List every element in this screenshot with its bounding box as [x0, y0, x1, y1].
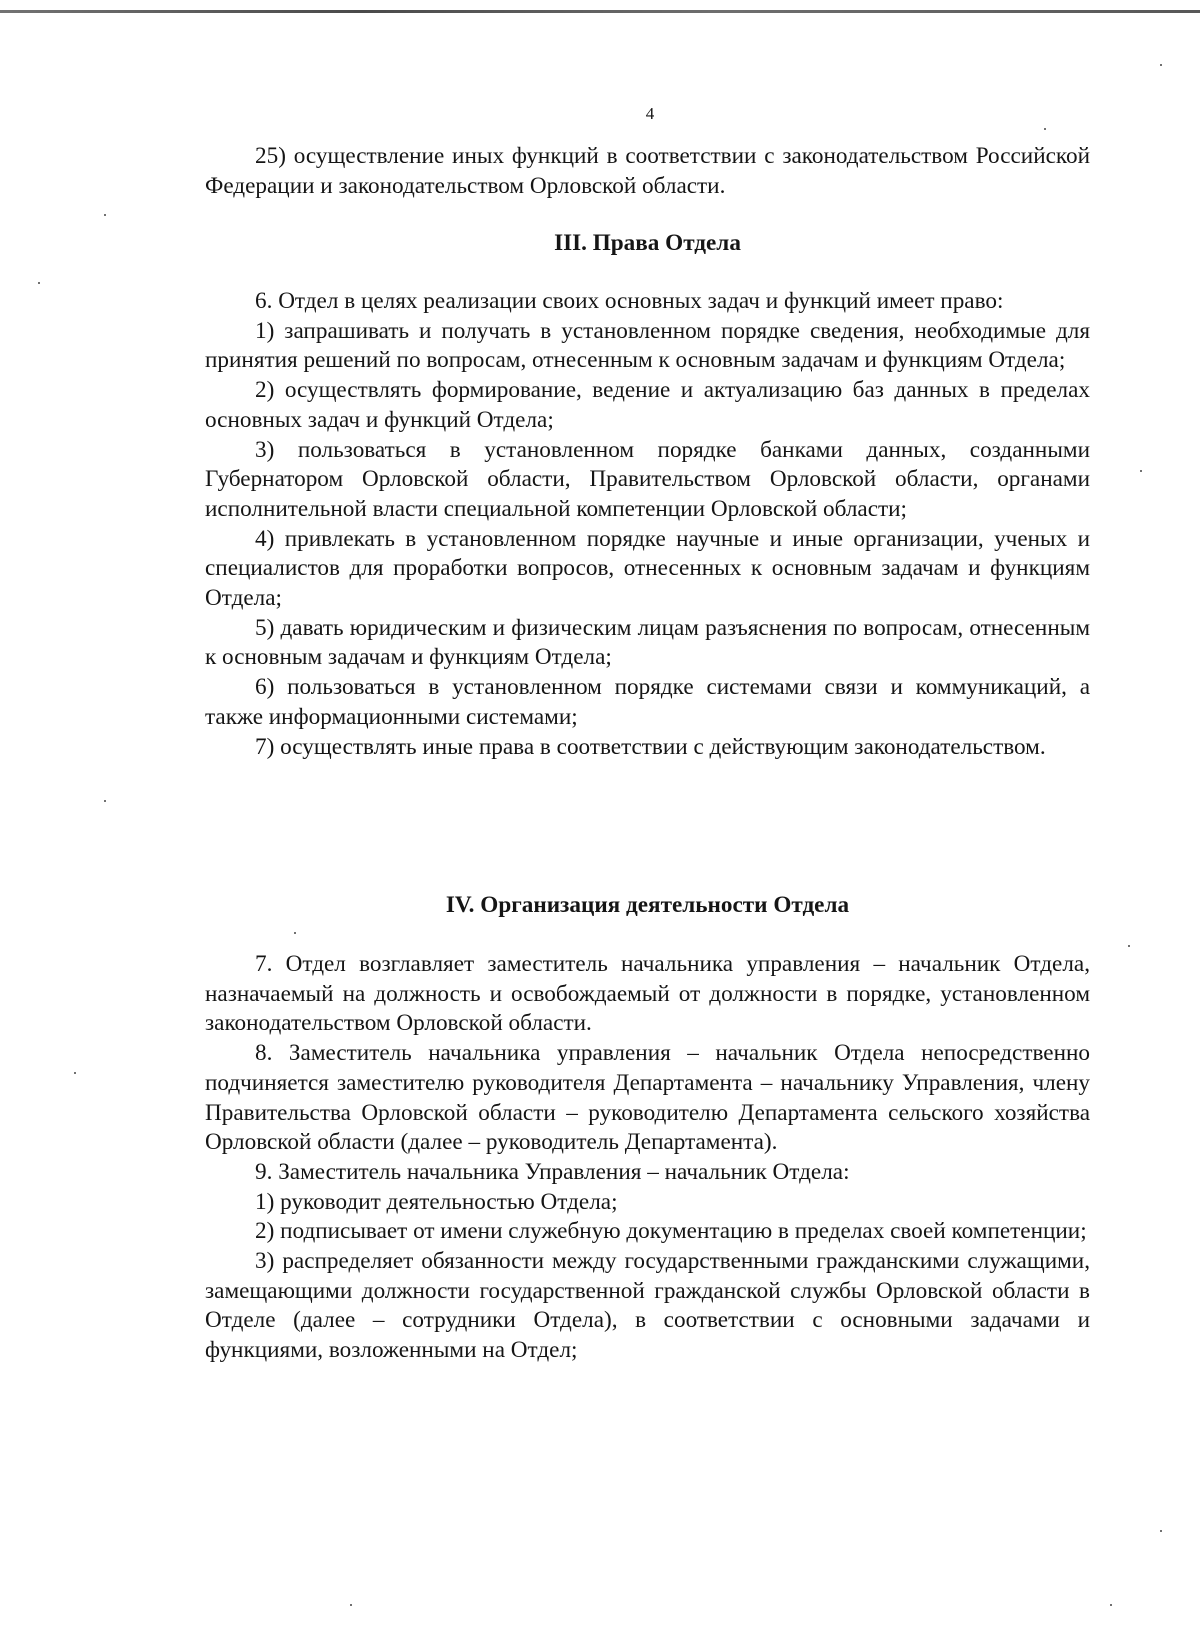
paragraph-9: 9. Заместитель начальника Управления – начальник Отдела:: [255, 1158, 850, 1185]
scan-speck: [104, 214, 106, 216]
section-4-heading: IV. Организация деятельности Отдела: [445, 892, 850, 918]
scan-speck: [1044, 128, 1046, 130]
intro-block: [205, 142, 1090, 201]
paragraph-6-7: 7) осуществлять иные права в соответствии с действующим законодательством.: [255, 733, 1046, 760]
section-3-heading: III. Права Отдела: [554, 230, 741, 256]
paragraph-7: 7. Отдел возглавляет заместитель начальника управления – начальник Отдела, назначаемый на должность и освобождаемый от должности в порядке, установленном законодательством Орловской области.: [205, 951, 1090, 1037]
scan-speck: [1110, 1604, 1112, 1606]
section-3-body: [205, 287, 1090, 762]
paragraph-6-6: 6) пользоваться в установленном порядке системами связи и коммуникаций, а также информационными системами;: [205, 674, 1090, 730]
paragraph-9-3: 3) распределяет обязанности между государственными гражданскими служащими, замещающими должности государственной гражданской службы Орловской области в Отделе (далее – сотрудники Отдела), в соответствии с основными задачами и функциями, возложенными на Отдел;: [205, 1248, 1090, 1364]
scan-speck: [1128, 945, 1130, 947]
paragraph-9-2: 2) подписывает от имени служебную документацию в пределах своей компетенции;: [255, 1218, 1087, 1245]
section-4-body: [205, 950, 1090, 1366]
paragraph-8: 8. Заместитель начальника управления – начальник Отдела непосредственно подчиняется заместителю руководителя Департамента – начальнику Управления, члену Правительства Орловской области – руководителю Департамента сельского хозяйства Орловской области (далее – руководитель Департамента).: [205, 1040, 1090, 1156]
scan-speck: [38, 282, 40, 284]
paragraph-6-1: 1) запрашивать и получать в установленном порядке сведения, необходимые для принятия решений по вопросам, отнесенным к основным задачам и функциям Отдела;: [205, 317, 1090, 374]
scan-speck: [1160, 64, 1162, 66]
paragraph-9-1: 1) руководит деятельностью Отдела;: [255, 1188, 618, 1215]
scan-speck: [74, 1072, 76, 1074]
scan-edge-line: [0, 10, 1200, 13]
paragraph-6-4: 4) привлекать в установленном порядке научные и иные организации, ученых и специалистов для проработки вопросов, отнесенных к основным задачам и функциям Отдела;: [205, 525, 1090, 612]
scan-speck: [1160, 1530, 1162, 1532]
paragraph-6-2: 2) осуществлять формирование, ведение и актуализацию баз данных в пределах основных задач и функций Отдела;: [205, 377, 1090, 433]
page-number: 4: [645, 104, 655, 123]
paragraph-6-3: 3) пользоваться в установленном порядке банками данных, созданными Губернатором Орловской области, Правительством Орловской области, органами исполнительной власти специальной компетенции Орловской области;: [205, 436, 1090, 522]
scan-speck: [350, 1604, 352, 1606]
scan-speck: [104, 800, 106, 802]
paragraph-6: 6. Отдел в целях реализации своих основных задач и функций имеет право:: [255, 288, 1004, 314]
section-3-heading-block: [205, 229, 1090, 259]
scan-speck: [294, 932, 296, 934]
paragraph-item-25: 25) осуществление иных функций в соответствии с законодательством Российской Федерации и законодательством Орловской области.: [205, 143, 1090, 199]
paragraph-6-5: 5) давать юридическим и физическим лицам разъяснения по вопросам, отнесенным к основным задачам и функциям Отдела;: [205, 614, 1090, 671]
section-4-heading-block: [205, 891, 1090, 921]
scan-speck: [1140, 470, 1142, 472]
